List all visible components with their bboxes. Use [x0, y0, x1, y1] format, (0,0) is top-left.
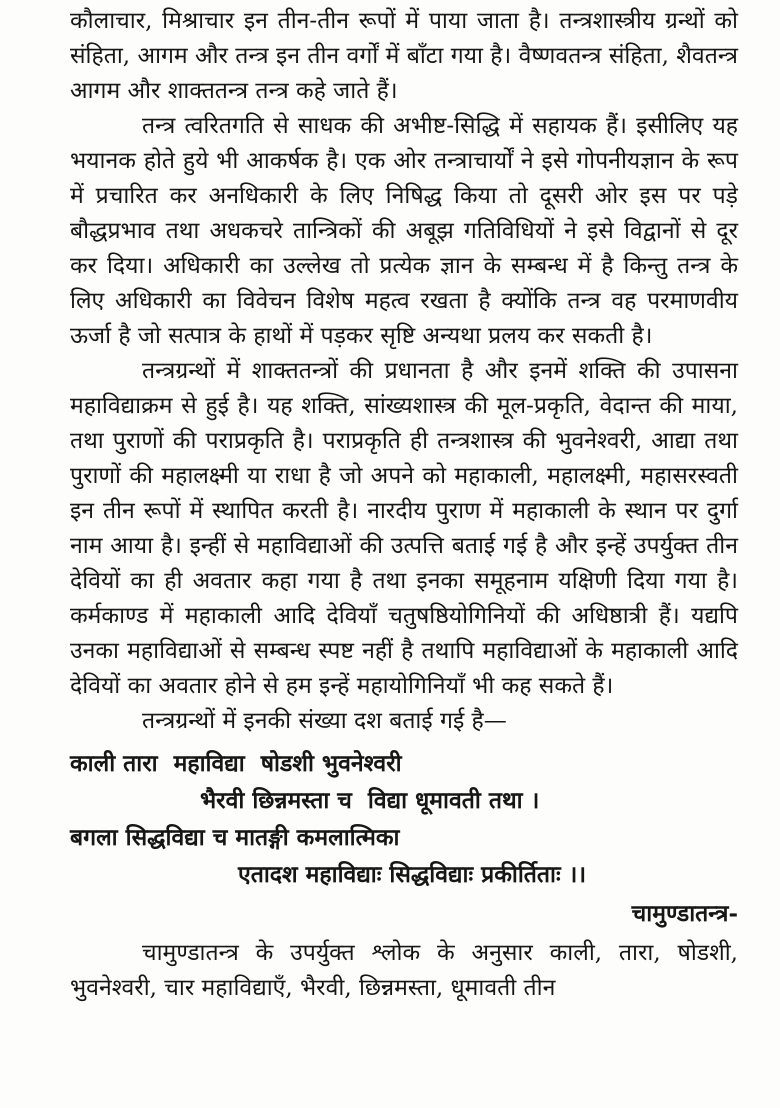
paragraph-shakti-mahavidya: तन्त्रग्रन्थों में शाक्ततन्त्रों की प्रधानता है और इनमें शक्ति की उपासना महाविद्याक्रम से हुई है। यह शक्ति, सांख्यशास्त्र की मूल-प्रकृति, वेदान्त की माया, तथा पुराणों की पराप्रकृति है। पराप्रकृति ही तन्त्रशास्त्र की भुवनेश्वरी, आद्या तथा पुराणों की महालक्ष्मी या राधा है जो अपने को महाकाली, महालक्ष्मी, महासरस्वती इन तीन रूपों में स्थापित करती है। नारदीय पुराण में महाकाली के स्थान पर दुर्गा नाम आया है। इन्हीं से महाविद्याओं की उत्पत्ति बताई गई है और इन्हें उपर्युक्त तीन देवियों का ही अवतार कहा गया है तथा इनका समूहनाम यक्षिणी दिया गया है। कर्मकाण्ड में महाकाली आदि देवियाँ चतुषष्ठियोगिनियों की अधिष्ठात्री हैं। यद्यपि उनका महाविद्याओं से सम्बन्ध स्पष्ट नहीं है तथापि महाविद्याओं के महाकाली आदि देवियों का अवतार होने से हम इन्हें महायोगिनियाँ भी कह सकते हैं। [70, 358, 738, 699]
verse-line-1: काली तारा महाविद्या षोडशी भुवनेश्वरी [70, 750, 402, 777]
verse-intro-line: तन्त्रग्रन्थों में इनकी संख्या दश बताई गई है— [142, 708, 507, 734]
verse-line-4: एतादश महाविद्याः सिद्धविद्याः प्रकीर्तिताः ।। [238, 861, 587, 888]
verse-line-3: बगला सिद्धविद्या च मातङ्गी कमलात्मिका [70, 824, 400, 851]
sanskrit-shloka [70, 745, 738, 893]
verse-attribution: चामुण्डातन्त्र- [631, 900, 738, 927]
paragraph-tantra-intro: तन्त्र त्वरितगति से साधक की अभीष्ट-सिद्धि में सहायक हैं। इसीलिए यह भयानक होते हुये भी आकर्षक है। एक ओर तन्त्राचार्यों ने इसे गोपनीयज्ञान के रूप में प्रचारित कर अनधिकारी के लिए निषिद्ध किया तो दूसरी ओर इस पर पड़े बौद्धप्रभाव तथा अधकचरे तान्त्रिकों की अबूझ गतिविधियों ने इसे विद्वानों से दूर कर दिया। अधिकारी का उल्लेख तो प्रत्येक ज्ञान के सम्बन्ध में है किन्तु तन्त्र के लिए अधिकारी का विवेचन विशेष महत्व रखता है क्योंकि तन्त्र वह परमाणवीय ऊर्जा है जो सत्पात्र के हाथों में पड़कर सृष्टि अन्यथा प्रलय कर सकती है। [70, 113, 738, 349]
paragraph-closing: चामुण्डातन्त्र के उपर्युक्त श्लोक के अनुसार काली, तारा, षोडशी, भुवनेश्वरी, चार महाविद्याएँ, भैरवी, छिन्नमस्ता, धूमावती तीन [70, 940, 738, 1001]
paragraph-continuation: कौलाचार, मिश्राचार इन तीन-तीन रूपों में पाया जाता है। तन्त्रशास्त्रीय ग्रन्थों को संहिता, आगम और तन्त्र इन तीन वर्गों में बाँटा गया है। वैष्णवतन्त्र संहिता, शैवतन्त्र आगम और शाक्ततन्त्र तन्त्र कहे जाते हैं। [70, 8, 738, 104]
verse-line-2: भैरवी छिन्नमस्ता च विद्या धूमावती तथा । [200, 787, 540, 814]
